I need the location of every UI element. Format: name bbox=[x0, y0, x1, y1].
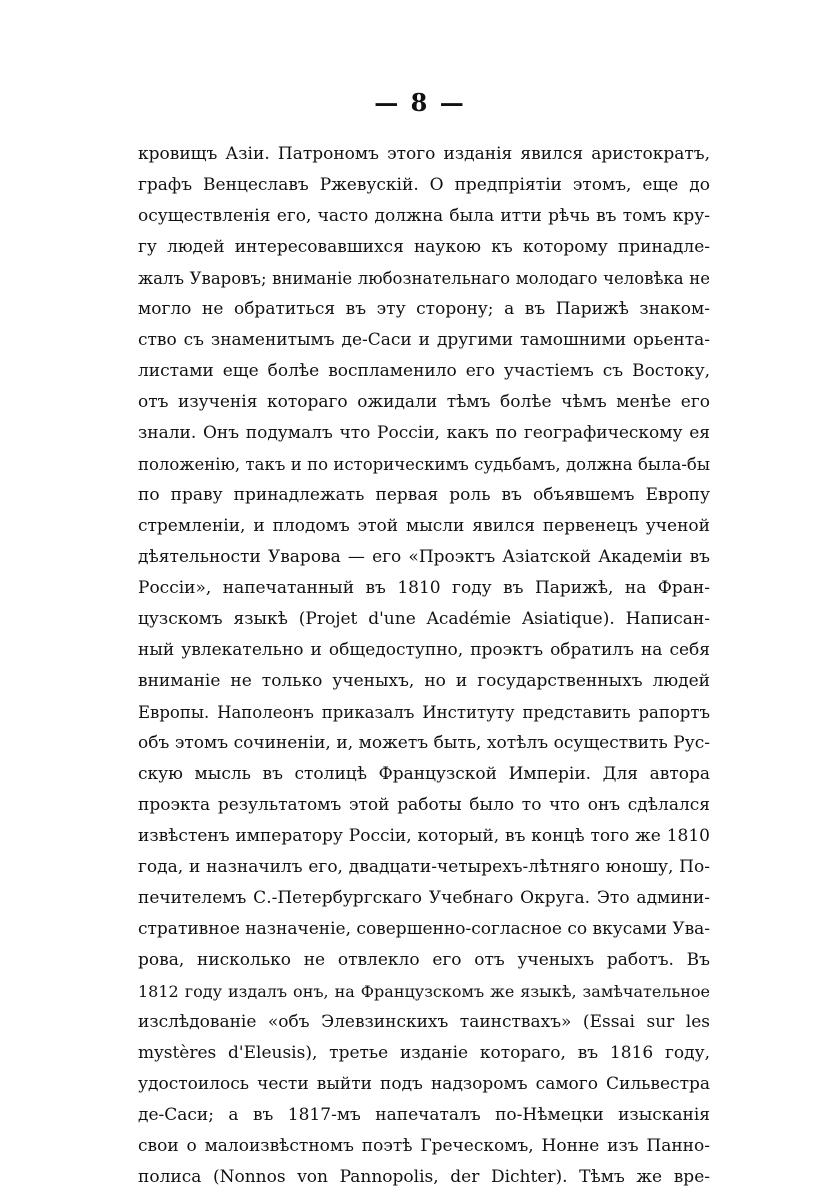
text-line: удостоилось чести выйти подъ надзоромъ самого Сильвестра bbox=[138, 1074, 710, 1094]
text-line: осуществленія его, часто должна была итти рѣчь въ томъ кру- bbox=[138, 206, 710, 226]
page-number: — 8 — bbox=[374, 88, 466, 117]
text-line: жалъ Уваровъ; вниманіе любознательнаго молодаго человѣка не bbox=[138, 269, 710, 288]
text-line: стративное назначеніе, совершенно-согласное со вкусами Ува- bbox=[138, 919, 711, 939]
text-line: могло не обратиться въ эту сторону; а въ Парижѣ знаком- bbox=[138, 299, 710, 319]
body-text bbox=[138, 139, 710, 1193]
text-line: проэкта результатомъ этой работы было то что онъ сдѣлался bbox=[138, 795, 710, 815]
text-line: листами еще болѣе воспламенило его участіемъ съ Востоку, bbox=[138, 361, 710, 381]
text-line: mystères d'Eleusis), третье изданіе котораго, въ 1816 году, bbox=[138, 1043, 710, 1063]
text-line: полиса (Nonnos von Pannopolis, der Dichter). Тѣмъ же вре- bbox=[138, 1167, 710, 1187]
text-line: ный увлекательно и общедоступно, проэктъ обратилъ на себя bbox=[138, 640, 710, 660]
text-line: знали. Онъ подумалъ что Россіи, какъ по географическому ея bbox=[138, 423, 710, 443]
text-line: отъ изученія котораго ожидали тѣмъ болѣе чѣмъ менѣе его bbox=[138, 392, 710, 412]
text-line: кровищъ Азіи. Патрономъ этого изданія явился аристократъ, bbox=[138, 144, 710, 164]
text-line: извѣстенъ императору Россіи, который, въ концѣ того же 1810 bbox=[138, 826, 710, 846]
text-line: графъ Венцеславъ Ржевускій. О предпріятіи этомъ, еще до bbox=[138, 175, 710, 195]
text-line: положенію, такъ и по историческимъ судьбамъ, должна была-бы bbox=[138, 455, 710, 474]
text-line: рова, нисколько не отвлекло его отъ ученыхъ работъ. Въ bbox=[138, 950, 710, 970]
text-line: свои о малоизвѣстномъ поэтѣ Греческомъ, Нонне изъ Панно- bbox=[138, 1136, 710, 1156]
text-line: печителемъ С.-Петербургскаго Учебнаго Округа. Это админи- bbox=[138, 888, 710, 908]
text-line: изслѣдованіе «объ Элевзинскихъ таинствахъ» (Essai sur les bbox=[138, 1012, 710, 1032]
text-line: де-Саси; а въ 1817-мъ напечаталъ по-Нѣмецки изысканія bbox=[138, 1105, 710, 1125]
text-line: объ этомъ сочиненіи, и, можетъ быть, хотѣлъ осуществить Рус- bbox=[138, 733, 710, 753]
text-line: стремленіи, и плодомъ этой мысли явился первенецъ ученой bbox=[138, 516, 710, 536]
text-line: цузскомъ языкѣ (Projet d'une Académie Asiatique). Написан- bbox=[138, 609, 710, 629]
text-line: скую мысль въ столицѣ Французской Имперіи. Для автора bbox=[138, 764, 710, 784]
text-line: 1812 году издалъ онъ, на Французскомъ же языкѣ, замѣчательное bbox=[138, 982, 710, 1001]
text-line: гу людей интересовавшихся наукою къ которому принадле- bbox=[138, 237, 710, 257]
text-line: вниманіе не только ученыхъ, но и государственныхъ людей bbox=[138, 671, 710, 691]
text-line: Европы. Наполеонъ приказалъ Институту представить рапортъ bbox=[138, 703, 710, 722]
text-line: дѣятельности Уварова — его «Проэктъ Азіатской Академіи въ bbox=[138, 547, 710, 567]
text-line: года, и назначилъ его, двадцати-четырехъ-лѣтняго юношу, По- bbox=[138, 857, 710, 877]
text-line: ство съ знаменитымъ де-Саси и другими тамошними орьента- bbox=[138, 330, 710, 350]
text-line: по праву принадлежать первая роль въ объявшемъ Европу bbox=[138, 485, 710, 505]
text-line: Россіи», напечатанный въ 1810 году въ Парижѣ, на Фран- bbox=[138, 578, 710, 598]
